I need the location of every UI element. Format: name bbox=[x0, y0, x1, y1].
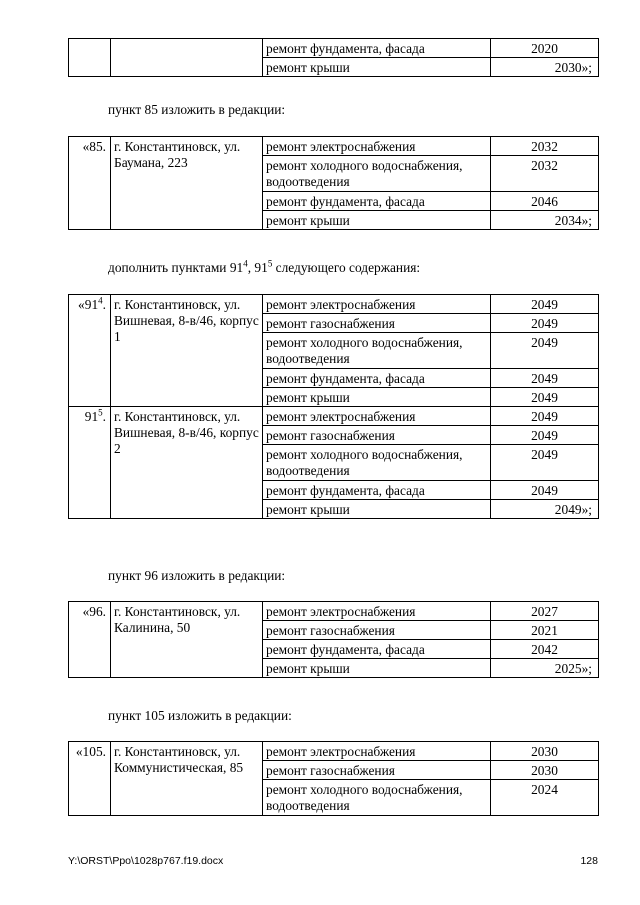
footer-file-path: Y:\ORST\Ppo\1028p767.f19.docx bbox=[68, 855, 224, 867]
work-cell: ремонт электроснабжения bbox=[263, 742, 491, 761]
work-cell: ремонт газоснабжения bbox=[263, 761, 491, 780]
paragraph-text: , 91 bbox=[247, 260, 268, 275]
work-cell: ремонт крыши bbox=[263, 659, 491, 678]
paragraph-item-85: пункт 85 изложить в редакции: bbox=[108, 102, 286, 117]
year-cell: 2034»; bbox=[491, 211, 599, 230]
work-cell: ремонт электроснабжения bbox=[263, 407, 491, 426]
work-cell: ремонт электроснабжения bbox=[263, 137, 491, 156]
number-tail: . bbox=[102, 297, 106, 312]
table-row bbox=[69, 407, 599, 426]
superscript: 4 bbox=[98, 295, 103, 306]
year-cell: 2049 bbox=[491, 369, 599, 388]
table-items-91 bbox=[68, 294, 599, 519]
address-cell: г. Константиновск, ул. Калинина, 50 bbox=[111, 602, 263, 678]
address-cell: г. Константиновск, ул. Баумана, 223 bbox=[111, 137, 263, 230]
address-cell: г. Константиновск, ул. Вишневая, 8-в/46, корпус 1 bbox=[111, 295, 263, 407]
table-row bbox=[69, 742, 599, 761]
work-cell: ремонт холодного водоснабжения, водоотведения bbox=[263, 780, 491, 816]
year-cell: 2025»; bbox=[491, 659, 599, 678]
work-cell: ремонт фундамента, фасада bbox=[263, 369, 491, 388]
year-cell: 2027 bbox=[491, 602, 599, 621]
work-cell: ремонт газоснабжения bbox=[263, 621, 491, 640]
work-cell: ремонт электроснабжения bbox=[263, 602, 491, 621]
work-cell: ремонт крыши bbox=[263, 500, 491, 519]
work-cell: ремонт фундамента, фасада bbox=[263, 192, 491, 211]
year-cell: 2049 bbox=[491, 407, 599, 426]
table-row bbox=[69, 295, 599, 314]
year-cell: 2042 bbox=[491, 640, 599, 659]
year-cell: 2032 bbox=[491, 137, 599, 156]
table-row bbox=[69, 39, 599, 58]
superscript: 5 bbox=[98, 407, 103, 418]
number-main: «91 bbox=[78, 297, 99, 312]
table-item-85 bbox=[68, 136, 599, 230]
address-cell bbox=[111, 39, 263, 77]
work-cell: ремонт газоснабжения bbox=[263, 426, 491, 445]
page-number: 128 bbox=[580, 855, 598, 867]
work-cell: ремонт холодного водоснабжения, водоотведения bbox=[263, 333, 491, 369]
year-cell: 2049»; bbox=[491, 500, 599, 519]
work-cell: ремонт крыши bbox=[263, 58, 491, 77]
year-cell: 2024 bbox=[491, 780, 599, 816]
number-cell bbox=[69, 407, 111, 519]
work-cell: ремонт фундамента, фасада bbox=[263, 640, 491, 659]
year-cell: 2030 bbox=[491, 761, 599, 780]
work-cell: ремонт фундамента, фасада bbox=[263, 481, 491, 500]
paragraph-item-105: пункт 105 изложить в редакции: bbox=[108, 708, 292, 723]
number-cell bbox=[69, 39, 111, 77]
year-cell: 2049 bbox=[491, 333, 599, 369]
year-cell: 2049 bbox=[491, 426, 599, 445]
number-cell: «85. bbox=[69, 137, 111, 230]
address-cell: г. Константиновск, ул. Вишневая, 8-в/46, корпус 2 bbox=[111, 407, 263, 519]
number-cell bbox=[69, 295, 111, 407]
year-cell: 2049 bbox=[491, 445, 599, 481]
year-cell: 2049 bbox=[491, 314, 599, 333]
year-cell: 2049 bbox=[491, 481, 599, 500]
table-continuation bbox=[68, 38, 599, 77]
table-row bbox=[69, 602, 599, 621]
paragraph-items-91 bbox=[108, 260, 420, 276]
number-cell: «96. bbox=[69, 602, 111, 678]
work-cell: ремонт фундамента, фасада bbox=[263, 39, 491, 58]
paragraph-text: следующего содержания: bbox=[272, 260, 421, 275]
superscript: 4 bbox=[243, 258, 248, 269]
number-tail: . bbox=[102, 409, 106, 424]
number-main: 91 bbox=[84, 409, 99, 424]
superscript: 5 bbox=[267, 258, 273, 269]
work-cell: ремонт газоснабжения bbox=[263, 314, 491, 333]
year-cell: 2049 bbox=[491, 295, 599, 314]
paragraph-text: дополнить пунктами 91 bbox=[108, 260, 244, 275]
paragraph-item-96: пункт 96 изложить в редакции: bbox=[108, 568, 286, 583]
year-cell: 2032 bbox=[491, 156, 599, 192]
year-cell: 2030»; bbox=[491, 58, 599, 77]
year-cell: 2021 bbox=[491, 621, 599, 640]
work-cell: ремонт холодного водоснабжения, водоотведения bbox=[263, 445, 491, 481]
work-cell: ремонт крыши bbox=[263, 211, 491, 230]
address-cell: г. Константиновск, ул. Коммунистическая, 85 bbox=[111, 742, 263, 816]
table-item-105 bbox=[68, 741, 599, 816]
year-cell: 2046 bbox=[491, 192, 599, 211]
year-cell: 2030 bbox=[491, 742, 599, 761]
table-item-96 bbox=[68, 601, 599, 678]
work-cell: ремонт электроснабжения bbox=[263, 295, 491, 314]
table-row bbox=[69, 137, 599, 156]
number-cell: «105. bbox=[69, 742, 111, 816]
year-cell: 2020 bbox=[491, 39, 599, 58]
work-cell: ремонт крыши bbox=[263, 388, 491, 407]
work-cell: ремонт холодного водоснабжения, водоотведения bbox=[263, 156, 491, 192]
year-cell: 2049 bbox=[491, 388, 599, 407]
